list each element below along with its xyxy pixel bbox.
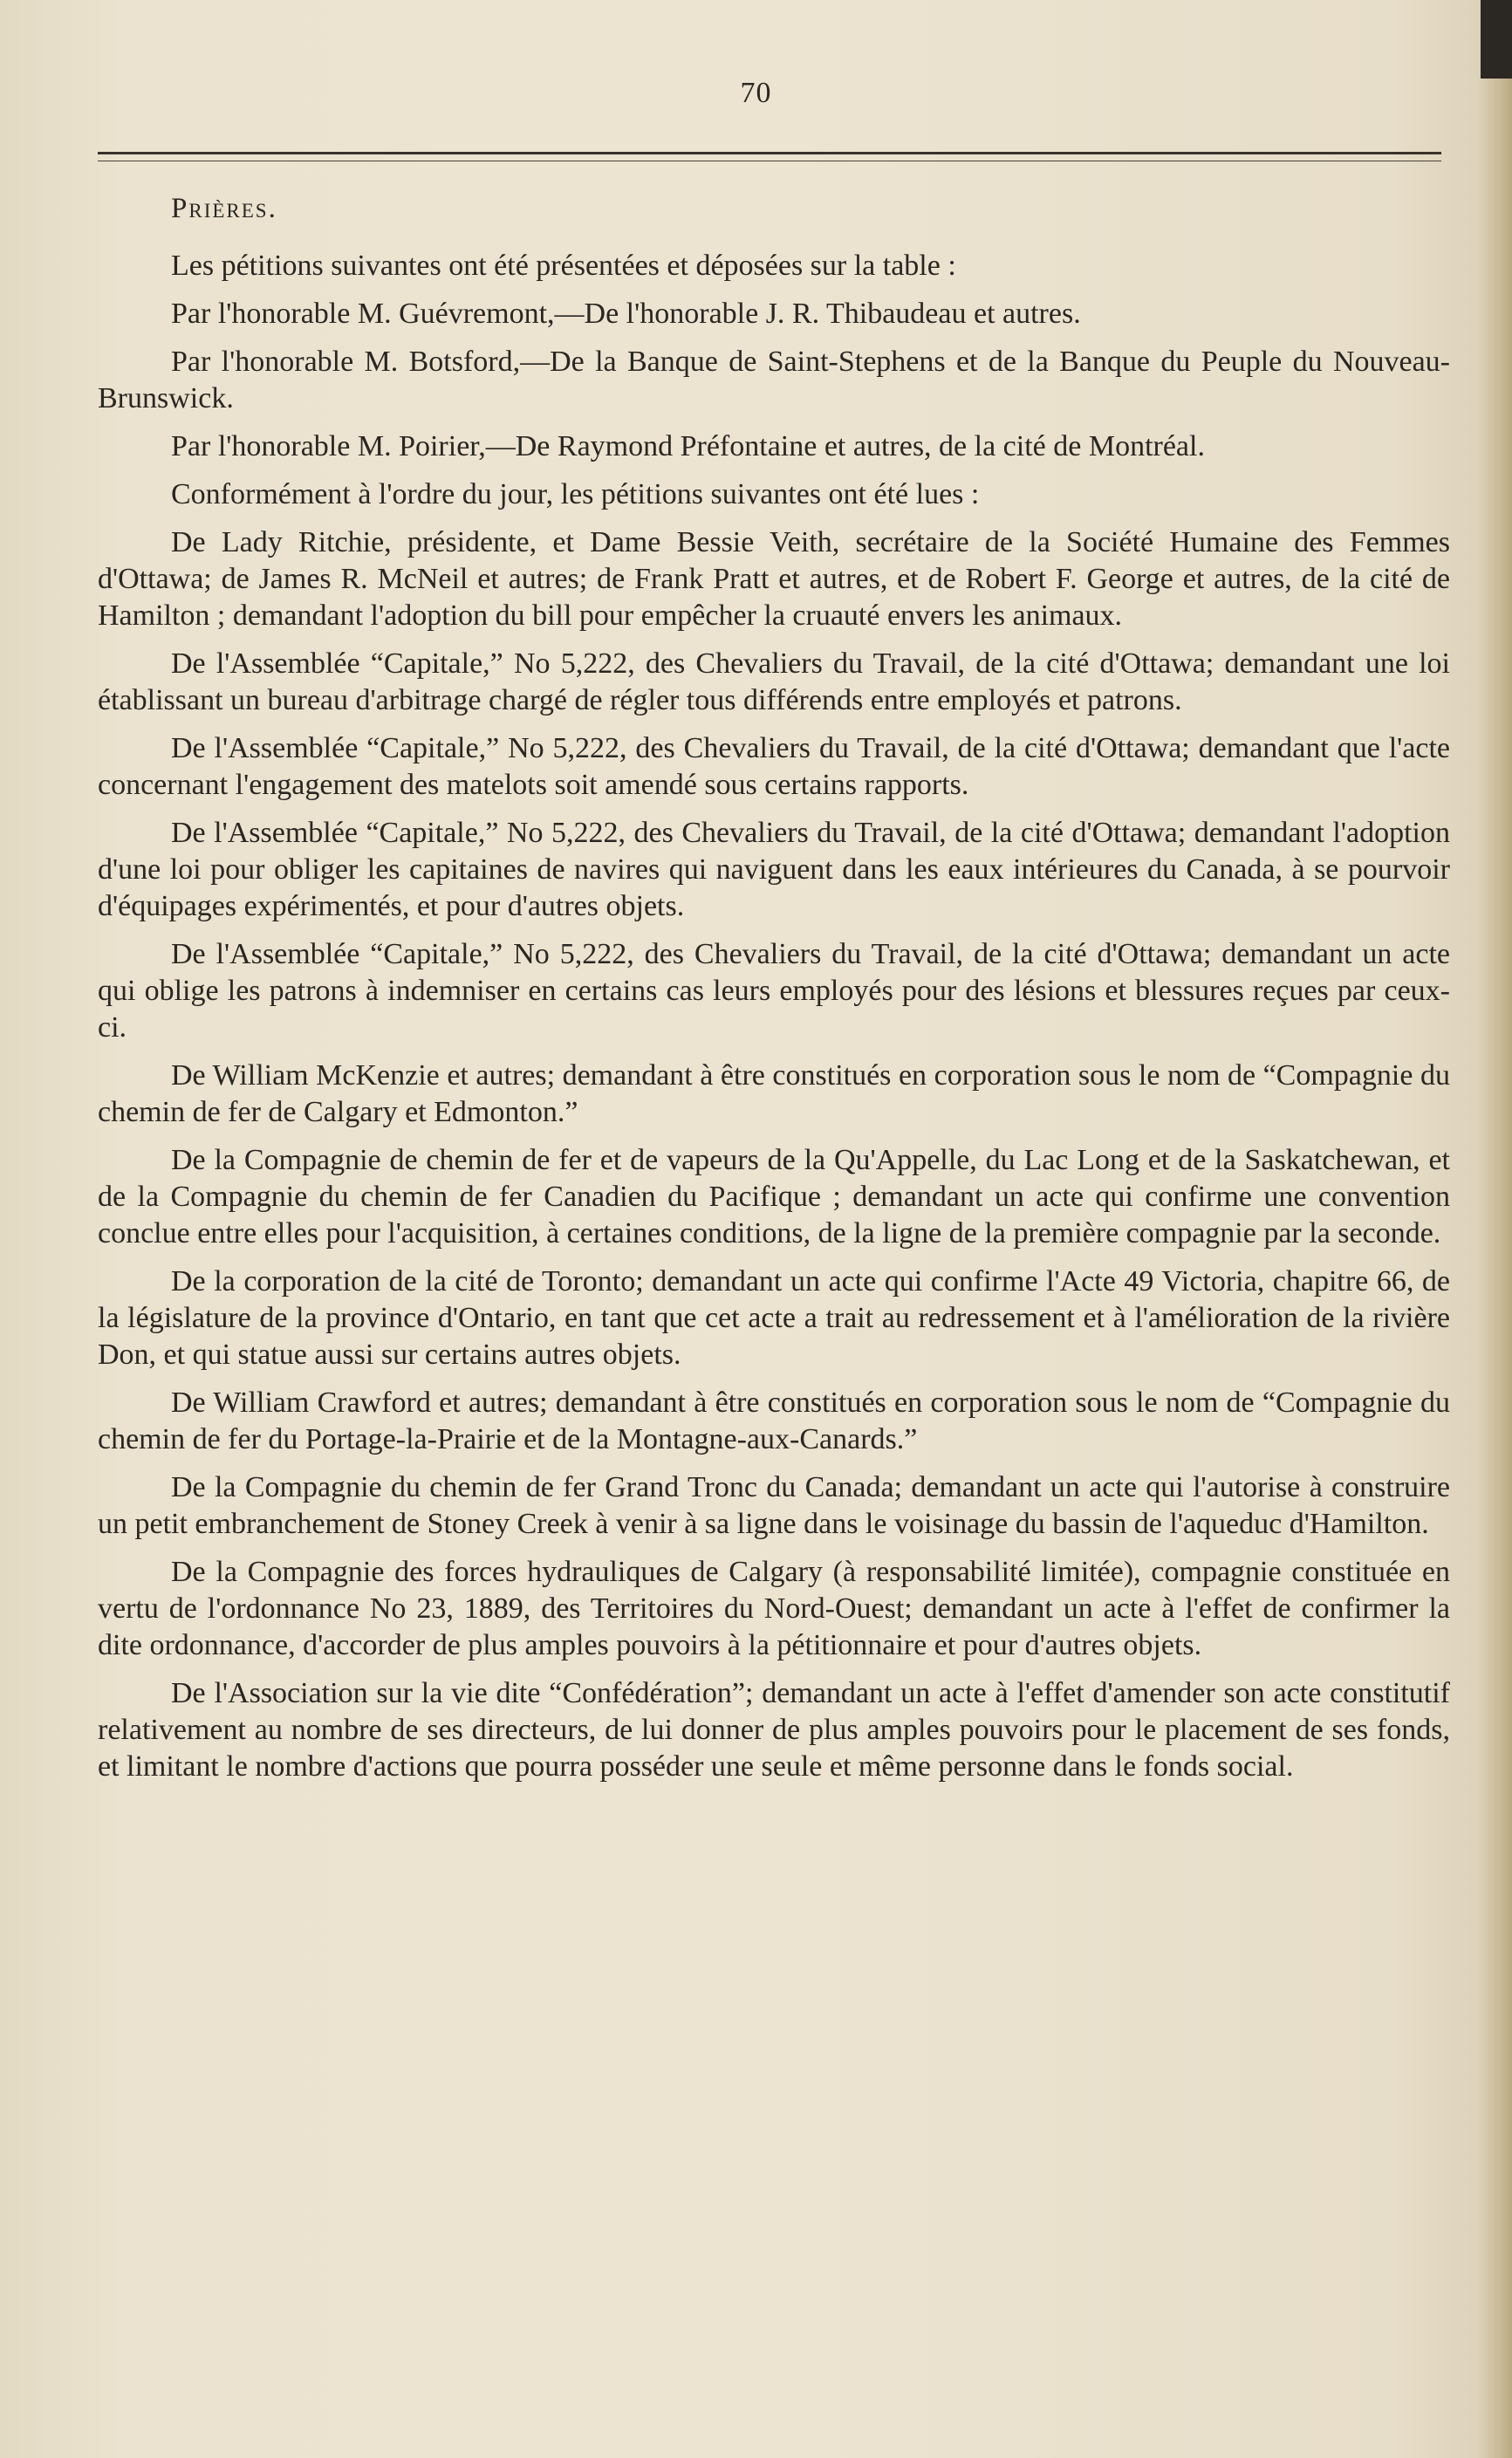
paragraph: De l'Assemblée “Capitale,” No 5,222, des Chevaliers du Travail, de la cité d'Ottawa; demandant que l'acte concernant l'engagement des matelots soit amendé sous certains rapports.: [98, 732, 1450, 801]
paragraph: De William Crawford et autres; demandant à être constitués en corporation sous le nom de “Compagnie du chemin de fer du Portage-la-Prairie et de la Montagne-aux-Canards.”: [98, 1386, 1450, 1455]
corner-mark: [1481, 0, 1512, 79]
paragraph: Par l'honorable M. Poirier,—De Raymond Préfontaine et autres, de la cité de Montréal.: [171, 430, 1205, 462]
paragraph: Par l'honorable M. Botsford,—De la Banque de Saint-Stephens et de la Banque du Peuple du Nouveau-Brunswick.: [98, 346, 1450, 414]
paragraph: De la Compagnie des forces hydrauliques de Calgary (à responsabilité limitée), compagnie constituée en vertu de l'ordonnance No 23, 1889, des Territoires du Nord-Ouest; demandant un acte à l'effet de confirmer la dite ordonnance, d'accorder de plus amples pouvoirs à la pétitionnaire et pour d'autres objets.: [98, 1556, 1450, 1661]
paragraph: De William McKenzie et autres; demandant à être constitués en corporation sous le nom de “Compagnie du chemin de fer de Calgary et Edmonton.”: [98, 1059, 1450, 1128]
page-number: 70: [740, 77, 772, 109]
paragraph: De l'Assemblée “Capitale,” No 5,222, des Chevaliers du Travail, de la cité d'Ottawa; demandant un acte qui oblige les patrons à indemniser en certains cas leurs employés pour des lésions et blessures reçues par ceux-ci.: [98, 938, 1450, 1044]
paragraph: De l'Assemblée “Capitale,” No 5,222, des Chevaliers du Travail, de la cité d'Ottawa; demandant une loi établissant un bureau d'arbitrage chargé de régler tous différends entre employés et patrons.: [98, 647, 1450, 716]
paragraph: Les pétitions suivantes ont été présentées et déposées sur la table :: [171, 250, 956, 282]
header-rule: [98, 152, 1441, 154]
paragraph: De l'Association sur la vie dite “Confédération”; demandant un acte à l'effet d'amender son acte constitutif relativement au nombre de ses directeurs, de lui donner de plus amples pouvoirs pour le placement de ses fonds, et limitant le nombre d'actions que pourra posséder une seule et même personne dans le fonds social.: [98, 1677, 1450, 1783]
section-heading: Prières.: [171, 193, 277, 224]
paragraph: De la Compagnie de chemin de fer et de vapeurs de la Qu'Appelle, du Lac Long et de la Saskatchewan, et de la Compagnie du chemin de fer Canadien du Pacifique ; demandant un acte qui confirme une convention conclue entre elles pour l'acquisition, à certaines conditions, de la ligne de la première compagnie par la seconde.: [98, 1144, 1450, 1250]
page-body: [98, 190, 1450, 1797]
paragraph: De la Compagnie du chemin de fer Grand Tronc du Canada; demandant un acte qui l'autorise à construire un petit embranchement de Stoney Creek à venir à sa ligne dans le voisinage du bassin de l'aqueduc d'Hamilton.: [98, 1471, 1450, 1540]
page-edge-shadow: [1477, 0, 1512, 2458]
paragraph: De la corporation de la cité de Toronto; demandant un acte qui confirme l'Acte 49 Victoria, chapitre 66, de la législature de la province d'Ontario, en tant que cet acte a trait au redressement et à l'amélioration de la rivière Don, et qui statue aussi sur certains autres objets.: [98, 1265, 1450, 1371]
paragraph: De l'Assemblée “Capitale,” No 5,222, des Chevaliers du Travail, de la cité d'Ottawa; demandant l'adoption d'une loi pour obliger les capitaines de navires qui naviguent dans les eaux intérieures du Canada, à se pourvoir d'équipages expérimentés, et pour d'autres objets.: [98, 817, 1450, 922]
paragraph: Par l'honorable M. Guévremont,—De l'honorable J. R. Thibaudeau et autres.: [171, 298, 1081, 330]
paragraph: De Lady Ritchie, présidente, et Dame Bessie Veith, secrétaire de la Société Humaine des Femmes d'Ottawa; de James R. McNeil et autres; de Frank Pratt et autres, et de Robert F. George et autres, de la cité de Hamilton ; demandant l'adoption du bill pour empêcher la cruauté envers les animaux.: [98, 526, 1450, 632]
paragraph: Conformément à l'ordre du jour, les pétitions suivantes ont été lues :: [171, 478, 980, 510]
